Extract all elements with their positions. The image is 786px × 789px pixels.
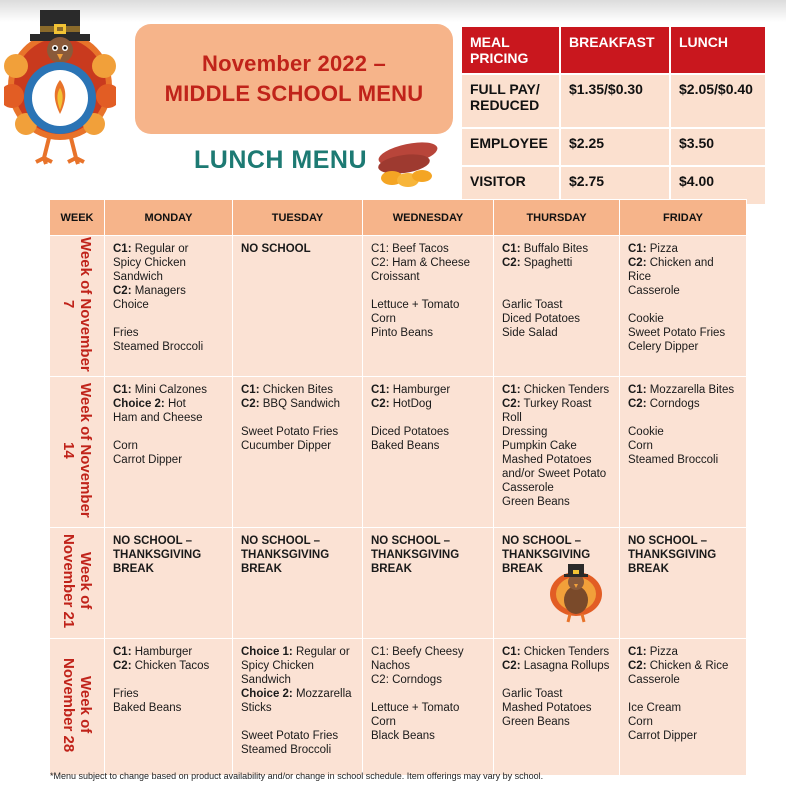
menu-line: [241, 439, 354, 453]
pricing-breakfast: $2.25: [560, 128, 670, 166]
title-box: [135, 24, 453, 134]
menu-line-bold: BREAK: [502, 563, 543, 575]
menu-table: [49, 199, 747, 776]
menu-line: [502, 256, 611, 270]
pricing-header-meal: MEAL PRICING: [462, 27, 560, 74]
menu-line: [628, 298, 738, 312]
menu-line: [628, 453, 738, 467]
menu-line-bold: Choice 1:: [241, 646, 293, 658]
menu-header-wednesday: WEDNESDAY: [363, 200, 494, 236]
menu-line-bold: BREAK: [371, 563, 412, 575]
menu-line-text: Fries: [113, 688, 139, 700]
menu-line: [371, 562, 485, 576]
menu-line-text: Pizza: [646, 243, 678, 255]
menu-week-row: [50, 236, 747, 377]
menu-line-text: Diced Potatoes: [502, 313, 580, 325]
menu-cell-monday: [105, 236, 233, 377]
lunch-menu-heading: LUNCH MENU: [194, 146, 368, 174]
menu-line-text: Cucumber Dipper: [241, 440, 332, 452]
menu-line-text: Turkey Roast: [520, 398, 592, 410]
menu-line-text: Ice Cream: [628, 702, 682, 714]
menu-line-text: BBQ Sandwich: [259, 398, 341, 410]
pricing-label: FULL PAY/ REDUCED: [462, 74, 560, 128]
menu-line-text: Roll: [502, 412, 522, 424]
menu-line: [113, 256, 224, 270]
menu-line: [628, 645, 738, 659]
menu-line-text: Chicken Tenders: [520, 384, 610, 396]
menu-line-text: Cookie: [628, 313, 664, 325]
menu-line: [502, 312, 611, 326]
menu-line: [113, 701, 224, 715]
menu-line-bold: C2:: [628, 398, 647, 410]
menu-line-bold: C2:: [628, 257, 647, 269]
menu-line: [628, 284, 738, 298]
menu-line: [113, 411, 224, 425]
menu-line-text: Dressing: [502, 426, 548, 438]
menu-line-text: Black Beans: [371, 730, 435, 742]
menu-cell-wednesday: [363, 528, 494, 639]
menu-line-text: Casserole: [628, 285, 680, 297]
menu-line-bold: C1:: [502, 243, 521, 255]
menu-line: [628, 256, 738, 284]
menu-line-text: HotDog: [389, 398, 432, 410]
menu-line-text: Chicken Tenders: [520, 646, 610, 658]
menu-line-text: Sticks: [241, 702, 272, 714]
menu-line: [241, 383, 354, 397]
menu-line: [113, 383, 224, 397]
menu-line: [371, 312, 485, 326]
menu-line-text: and/or Sweet Potato: [502, 468, 607, 480]
title-line-2: MIDDLE SCHOOL MENU: [164, 81, 424, 106]
menu-line: [502, 687, 611, 701]
menu-line: [113, 673, 224, 687]
week-label: Week of November 7: [60, 236, 94, 372]
menu-cell-wednesday: [363, 639, 494, 776]
menu-line: [502, 425, 611, 439]
menu-line-bold: C1:: [628, 384, 647, 396]
menu-line: [502, 439, 611, 453]
menu-line-text: Spicy Chicken: [241, 660, 314, 672]
menu-line: [371, 439, 485, 453]
menu-line-bold: C1:: [371, 384, 390, 396]
menu-line-text: Corn: [628, 716, 653, 728]
menu-line: [502, 397, 611, 411]
menu-line-text: C1: Beefy Cheesy: [371, 646, 464, 658]
menu-cell-tuesday: [233, 639, 363, 776]
menu-line: [371, 256, 485, 270]
pricing-label: VISITOR: [462, 166, 560, 204]
menu-line: [502, 673, 611, 687]
menu-line-bold: Choice 2:: [241, 688, 293, 700]
menu-line-bold: C2:: [502, 398, 521, 410]
menu-line-bold: NO SCHOOL –: [113, 535, 193, 547]
menu-line-text: Baked Beans: [371, 440, 440, 452]
pricing-lunch: $2.05/$0.40: [670, 74, 765, 128]
menu-cell-thursday: [494, 236, 620, 377]
pricing-breakfast: $1.35/$0.30: [560, 74, 670, 128]
menu-line-text: Spaghetti: [520, 257, 573, 269]
menu-line: [113, 242, 224, 256]
menu-line: [371, 715, 485, 729]
menu-line: [628, 562, 738, 576]
menu-line-text: Diced Potatoes: [371, 426, 449, 438]
menu-cell-wednesday: [363, 236, 494, 377]
menu-line: [241, 645, 354, 659]
menu-line: [241, 715, 354, 729]
menu-line-text: Nachos: [371, 660, 410, 672]
menu-cell-thursday: [494, 377, 620, 528]
menu-line-text: Corn: [113, 440, 138, 452]
menu-header-tuesday: TUESDAY: [233, 200, 363, 236]
menu-line: [241, 687, 354, 701]
menu-line-bold: THANKSGIVING: [371, 549, 460, 561]
menu-line-bold: C2:: [628, 660, 647, 672]
menu-line-text: Carrot Dipper: [113, 454, 183, 466]
footnote: *Menu subject to change based on product availability and/or change in school schedule. Item offerings may vary by school.: [50, 771, 544, 781]
menu-line-text: Hamburger: [389, 384, 451, 396]
title-line-1: November 2022 –: [202, 51, 386, 76]
pricing-header-lunch: LUNCH: [670, 27, 765, 74]
menu-line: [371, 425, 485, 439]
menu-line-text: Sweet Potato Fries: [628, 327, 726, 339]
menu-line-bold: C1:: [502, 646, 521, 658]
menu-line-bold: C1:: [113, 243, 132, 255]
menu-line: [502, 534, 611, 548]
menu-line: [371, 701, 485, 715]
menu-line: [628, 397, 738, 411]
menu-line: [241, 397, 354, 411]
menu-line-text: Steamed Broccoli: [241, 744, 332, 756]
pricing-label: EMPLOYEE: [462, 128, 560, 166]
menu-line: [628, 673, 738, 687]
menu-line: [241, 534, 354, 548]
menu-line: [371, 397, 485, 411]
menu-line-text: Side Salad: [502, 327, 558, 339]
menu-line: [371, 326, 485, 340]
menu-line: [371, 270, 485, 284]
menu-line-text: Mozzarella: [292, 688, 352, 700]
menu-line: [113, 687, 224, 701]
menu-line-bold: THANKSGIVING: [502, 549, 591, 561]
menu-line: [241, 425, 354, 439]
menu-line-bold: THANKSGIVING: [113, 549, 202, 561]
menu-line: [628, 411, 738, 425]
pricing-breakfast: $2.75: [560, 166, 670, 204]
top-bar: [0, 0, 786, 22]
menu-line: [113, 270, 224, 284]
menu-line-text: C2: Ham & Cheese: [371, 257, 471, 269]
menu-line: [113, 284, 224, 312]
menu-line: [628, 715, 738, 729]
menu-line: [502, 270, 611, 284]
pricing-lunch: $4.00: [670, 166, 765, 204]
week-cell: [50, 236, 105, 377]
menu-line: [371, 411, 485, 425]
menu-line: [113, 659, 224, 673]
menu-line-bold: Choice 2:: [113, 398, 165, 410]
menu-line: [113, 326, 224, 340]
menu-cell-friday: [620, 639, 747, 776]
menu-line-text: Garlic Toast: [502, 688, 563, 700]
menu-line: [113, 340, 224, 354]
menu-line-bold: NO SCHOOL –: [628, 535, 708, 547]
menu-line-text: Mashed Potatoes: [502, 454, 592, 466]
menu-line-bold: C1:: [502, 384, 521, 396]
menu-line: [628, 729, 738, 743]
menu-line-text: Managers Choice: [113, 285, 186, 311]
menu-line: [241, 242, 354, 256]
menu-line: [502, 467, 611, 481]
menu-header-friday: FRIDAY: [620, 200, 747, 236]
menu-line: [113, 534, 224, 548]
menu-line: [628, 326, 738, 340]
menu-cell-tuesday: [233, 377, 363, 528]
menu-line: [113, 645, 224, 659]
menu-line-text: Lettuce + Tomato: [371, 299, 460, 311]
menu-line: [371, 687, 485, 701]
menu-cell-wednesday: [363, 377, 494, 528]
menu-line-bold: C2:: [502, 257, 521, 269]
menu-cell-tuesday: [233, 236, 363, 377]
menu-line-text: Chicken and Rice: [628, 257, 714, 283]
menu-line-text: Baked Beans: [113, 702, 182, 714]
menu-line-bold: NO SCHOOL –: [371, 535, 451, 547]
menu-line-text: Chicken Bites: [259, 384, 334, 396]
menu-line: [241, 411, 354, 425]
menu-line: [241, 548, 354, 562]
menu-line: [113, 548, 224, 562]
menu-cell-friday: [620, 377, 747, 528]
menu-week-row: [50, 377, 747, 528]
menu-line-text: Mini Calzones: [131, 384, 207, 396]
pricing-header-breakfast: BREAKFAST: [560, 27, 670, 74]
menu-line: [371, 383, 485, 397]
week-label: Week of November 14: [60, 382, 94, 518]
menu-line-bold: NO SCHOOL –: [241, 535, 321, 547]
menu-line-text: Pumpkin Cake: [502, 440, 577, 452]
pricing-table: [462, 27, 765, 204]
menu-line: [502, 298, 611, 312]
menu-line-text: Casserole: [502, 482, 554, 494]
menu-line: [502, 645, 611, 659]
menu-line-text: Buffalo Bites: [520, 243, 589, 255]
menu-line: [113, 397, 224, 411]
menu-line: [628, 439, 738, 453]
menu-cell-friday: [620, 236, 747, 377]
menu-line-bold: C1:: [241, 384, 260, 396]
menu-cell-tuesday: [233, 528, 363, 639]
menu-line: [502, 383, 611, 397]
menu-line-text: C1: Beef Tacos: [371, 243, 449, 255]
menu-line-bold: C2:: [113, 285, 132, 297]
menu-line: [371, 534, 485, 548]
menu-line-text: Mozzarella Bites: [646, 384, 735, 396]
menu-line-text: Garlic Toast: [502, 299, 563, 311]
turkey-logo-icon: [4, 6, 116, 166]
menu-line-bold: C2:: [241, 398, 260, 410]
menu-line-text: Chicken & Rice: [646, 660, 729, 672]
menu-line: [371, 242, 485, 256]
menu-line-text: Regular or: [131, 243, 189, 255]
menu-cell-monday: [105, 377, 233, 528]
menu-line: [371, 548, 485, 562]
menu-line: [628, 534, 738, 548]
menu-line-text: Hamburger: [131, 646, 193, 658]
menu-line: [371, 659, 485, 673]
week-cell: [50, 377, 105, 528]
menu-line-bold: C1:: [628, 243, 647, 255]
menu-line: [502, 715, 611, 729]
menu-line-text: Corndogs: [646, 398, 700, 410]
menu-week-row: [50, 639, 747, 776]
menu-line-text: Steamed Broccoli: [113, 341, 204, 353]
menu-line: [241, 673, 354, 687]
turkey-icon: [548, 560, 604, 624]
menu-line: [371, 284, 485, 298]
menu-line-text: Chicken Tacos: [131, 660, 210, 672]
menu-line-bold: THANKSGIVING: [628, 549, 717, 561]
menu-line-text: Corn: [371, 313, 396, 325]
menu-line: [502, 326, 611, 340]
menu-line: [241, 562, 354, 576]
menu-line: [371, 673, 485, 687]
menu-line-bold: BREAK: [628, 563, 669, 575]
menu-line-bold: C2:: [502, 660, 521, 672]
menu-line-text: Pizza: [646, 646, 678, 658]
menu-line: [628, 383, 738, 397]
menu-line: [628, 701, 738, 715]
menu-line: [241, 659, 354, 673]
menu-line: [628, 340, 738, 354]
menu-line: [113, 439, 224, 453]
menu-line-text: Sweet Potato Fries: [241, 426, 339, 438]
menu-line: [628, 548, 738, 562]
menu-line-text: Green Beans: [502, 716, 570, 728]
menu-line: [502, 701, 611, 715]
menu-line-bold: BREAK: [113, 563, 154, 575]
menu-line-text: Ham and Cheese: [113, 412, 203, 424]
menu-line-text: Lettuce + Tomato: [371, 702, 460, 714]
menu-line-text: Casserole: [628, 674, 680, 686]
menu-line-text: Green Beans: [502, 496, 570, 508]
menu-line-bold: BREAK: [241, 563, 282, 575]
menu-line-text: Pinto Beans: [371, 327, 434, 339]
menu-header-thursday: THURSDAY: [494, 200, 620, 236]
menu-line: [628, 312, 738, 326]
menu-line: [628, 687, 738, 701]
menu-line-text: Mashed Potatoes: [502, 702, 592, 714]
menu-line: [502, 453, 611, 467]
menu-line: [371, 645, 485, 659]
menu-cell-monday: [105, 639, 233, 776]
menu-line: [371, 298, 485, 312]
menu-line-text: Spicy Chicken: [113, 257, 186, 269]
menu-line-bold: NO SCHOOL –: [502, 535, 582, 547]
menu-line-text: Regular or: [292, 646, 350, 658]
week-cell: [50, 639, 105, 776]
menu-line: [371, 729, 485, 743]
menu-line: [502, 411, 611, 425]
week-cell: [50, 528, 105, 639]
menu-line-bold: THANKSGIVING: [241, 549, 330, 561]
menu-line-text: C2: Corndogs: [371, 674, 442, 686]
menu-line: [502, 481, 611, 495]
menu-line: [241, 743, 354, 757]
menu-cell-monday: [105, 528, 233, 639]
menu-line: [113, 562, 224, 576]
sweet-potato-icon: [372, 136, 444, 192]
menu-line-text: Croissant: [371, 271, 420, 283]
menu-line-text: Sandwich: [113, 271, 163, 283]
menu-line-text: Corn: [371, 716, 396, 728]
menu-line: [502, 284, 611, 298]
menu-line: [241, 729, 354, 743]
menu-line: [628, 425, 738, 439]
menu-line: [113, 425, 224, 439]
menu-line-text: Sandwich: [241, 674, 291, 686]
menu-line: [502, 495, 611, 509]
menu-line-text: Celery Dipper: [628, 341, 699, 353]
menu-line: [502, 659, 611, 673]
pricing-lunch: $3.50: [670, 128, 765, 166]
menu-line: [628, 659, 738, 673]
menu-week-row: [50, 528, 747, 639]
menu-cell-thursday: [494, 639, 620, 776]
menu-line: [241, 701, 354, 715]
week-label: Week of November 21: [60, 533, 94, 629]
menu-line-text: Sweet Potato Fries: [241, 730, 339, 742]
menu-line-bold: NO SCHOOL: [241, 243, 311, 255]
menu-line-bold: C2:: [113, 660, 132, 672]
menu-line-text: Carrot Dipper: [628, 730, 698, 742]
menu-line-text: Lasagna Rollups: [520, 660, 610, 672]
menu-line-bold: C2:: [371, 398, 390, 410]
week-label: Week of November 28: [60, 657, 94, 753]
menu-line-text: Fries: [113, 327, 139, 339]
menu-line-bold: C1:: [113, 646, 132, 658]
menu-line-bold: C1:: [628, 646, 647, 658]
menu-line-text: Hot: [164, 398, 186, 410]
menu-header-week: WEEK: [50, 200, 105, 236]
menu-cell-friday: [620, 528, 747, 639]
menu-line-text: Corn: [628, 440, 653, 452]
menu-line: [113, 312, 224, 326]
menu-line: [113, 453, 224, 467]
menu-line-text: Steamed Broccoli: [628, 454, 719, 466]
menu-line: [502, 242, 611, 256]
menu-line-bold: C1:: [113, 384, 132, 396]
menu-header-monday: MONDAY: [105, 200, 233, 236]
menu-line-text: Cookie: [628, 426, 664, 438]
menu-line: [628, 242, 738, 256]
